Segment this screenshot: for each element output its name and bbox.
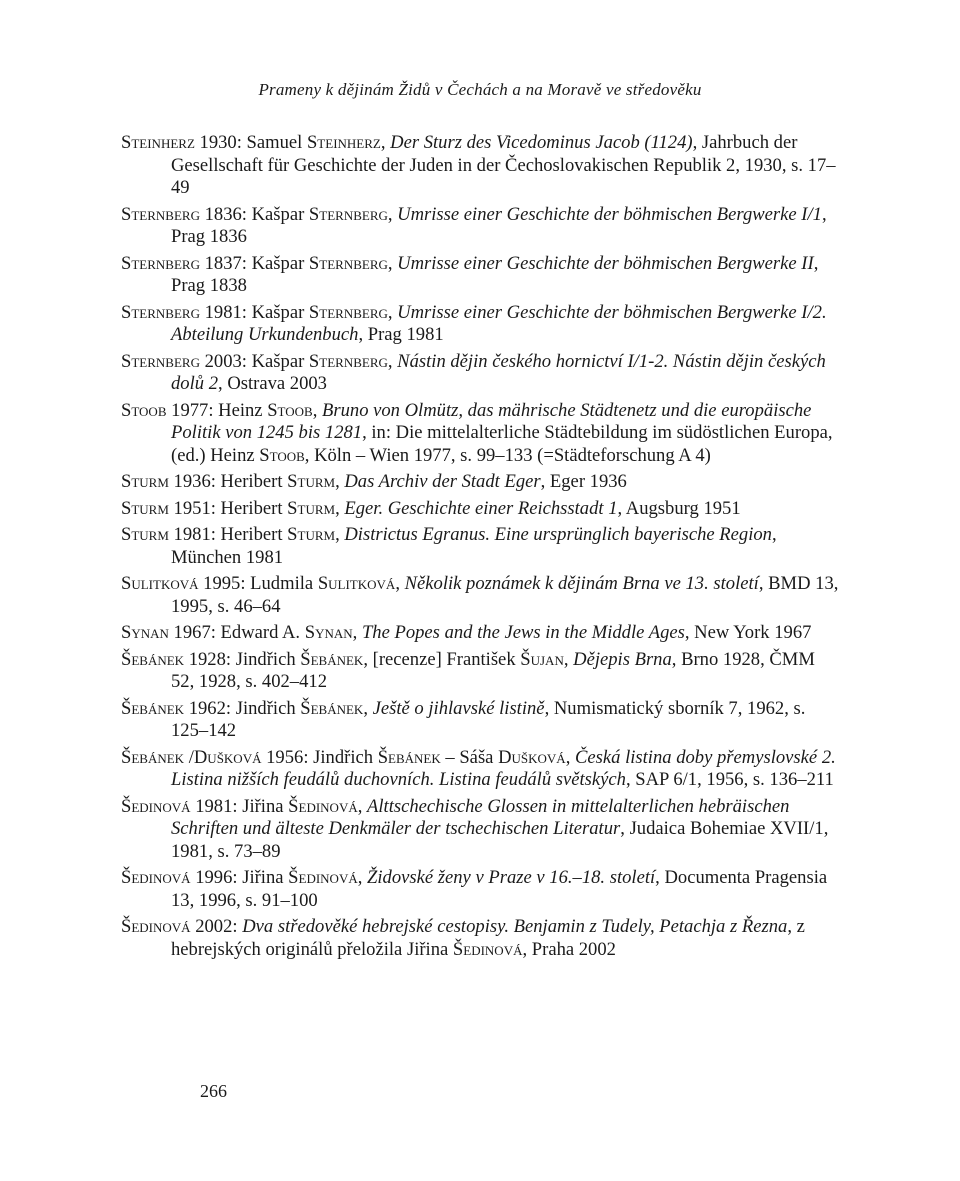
entry-text: 1962: Jindřich (184, 697, 301, 719)
entry-text: , (357, 795, 368, 817)
entry-text: 1967: Edward A. (168, 622, 305, 643)
entry-text: , Judaica Bohemiae XVII/1, 1981, s. 73–89 (171, 818, 829, 862)
author-name: Stoob (121, 399, 167, 421)
bibliography-entry (121, 916, 841, 961)
bibliography-entry (121, 132, 841, 200)
bibliography-entry (121, 698, 841, 743)
author-name: Šebánek (300, 648, 364, 670)
author-name: Šebánek (377, 746, 441, 768)
work-title: Dva středověké hebrejské cestopisy. Benjamin z Tudely, Petachja z Řezna (242, 916, 788, 937)
work-title: Dějepis Brna (573, 648, 672, 670)
work-title: The Popes and the Jews in the Middle Ages (361, 622, 685, 643)
entry-text: 1996: Jiřina (190, 867, 289, 888)
entry-text: , Eger 1936 (540, 471, 627, 492)
entry-text: , (357, 867, 368, 888)
page-number: 266 (200, 1081, 227, 1101)
entry-text: , Jahrbuch der Gesellschaft für Geschichte der Juden in der Čechoslovakischen Republik 2, 1930, s. 17–49 (171, 132, 836, 198)
bibliography-entry (121, 302, 841, 347)
entry-text: 1981: Jiřina (190, 795, 289, 817)
work-title: Několik poznámek k dějinám Brna ve 13. století (404, 573, 759, 594)
entry-text: , SAP 6/1, 1956, s. 136–211 (625, 769, 834, 790)
entry-text: , (335, 524, 345, 545)
entry-text: , (563, 648, 574, 670)
author-name: Stoob (259, 444, 305, 466)
entry-text: 2003: Kašpar (199, 350, 309, 372)
author-name: Šedinová (121, 867, 191, 888)
author-name: Šedinová (288, 795, 358, 817)
entry-text: , (387, 252, 398, 274)
author-name: Sternberg (308, 301, 388, 323)
author-name: Sternberg (121, 252, 200, 274)
author-name: Šedinová (288, 867, 358, 888)
bibliography-entry (121, 747, 841, 792)
work-title: Eger. Geschichte einer Reichsstadt 1 (344, 497, 618, 519)
entry-text: , Prag 1836 (171, 203, 827, 247)
entry-text: , Köln – Wien 1977, s. 99–133 (=Städteforschung A 4) (304, 444, 711, 466)
work-title: Das Archiv der Stadt Eger (344, 471, 541, 492)
entry-text: , z hebrejských originálů přeložila Jiřina (171, 916, 805, 960)
author-name: Sturm (121, 524, 169, 545)
bibliography-entry (121, 649, 841, 694)
entry-text: , [recenze] František (363, 648, 521, 670)
entry-text: , Augsburg 1951 (617, 497, 741, 519)
bibliography-entry (121, 253, 841, 298)
entry-text: , in: Die mittelalterliche Städtebildung im südöstlichen Europa, (ed.) Heinz (171, 422, 833, 466)
bibliography-entry (121, 622, 841, 645)
entry-text: , (565, 746, 575, 768)
entry-text: , (387, 350, 398, 372)
work-title: Alttschechische Glossen in mittelalterlichen hebräischen Schriften und älteste Denkmäler der tschechischen Literatur (171, 795, 790, 839)
entry-text: , (363, 697, 373, 719)
entry-text: , Praha 2002 (522, 938, 616, 960)
work-title: Umrisse einer Geschichte der böhmischen Bergwerke I/2. Abteilung Urkundenbuch (171, 301, 827, 345)
author-name: Steinherz (121, 132, 195, 153)
entry-text: , Documenta Pragensia 13, 1996, s. 91–100 (171, 867, 828, 911)
entry-text: , New York 1967 (684, 622, 812, 643)
entry-text: 1928: Jindřich (184, 648, 301, 670)
author-name: Sturm (121, 471, 169, 492)
entry-text: , Brno 1928, ČMM 52, 1928, s. 402–412 (171, 648, 815, 692)
entry-text: 1936: Heribert (168, 471, 288, 492)
entry-text: , Numismatický sborník 7, 1962, s. 125–142 (171, 697, 806, 741)
author-name: Šedinová (121, 795, 191, 817)
author-name: Sturm (287, 471, 336, 492)
work-title: Bruno von Olmütz, das mährische Städtenetz und die europäische Politik von 1245 bis 1281 (171, 399, 812, 443)
running-header: Prameny k dějinám Židů v Čechách a na Moravě ve středověku (258, 80, 702, 99)
author-name: Sternberg (121, 301, 200, 323)
entry-text: 1951: Heribert (168, 497, 288, 519)
entry-text: , (395, 573, 405, 594)
author-name: Sternberg (308, 252, 388, 274)
entry-text: , (387, 203, 398, 225)
bibliography-entry (121, 524, 841, 569)
author-name: Šedinová (452, 938, 523, 960)
entry-text: , Prag 1838 (171, 252, 819, 296)
entry-text: , München 1981 (171, 524, 777, 568)
author-name: Sulitková (317, 573, 396, 594)
entry-text: , (387, 301, 398, 323)
author-name: Sternberg (121, 350, 200, 372)
author-name: Šujan (520, 648, 564, 670)
work-title: Ještě o jihlavské listině (372, 697, 545, 719)
bibliography-entry (121, 351, 841, 396)
entry-text: 2002: (190, 916, 243, 937)
entry-text: 1930: Samuel (194, 132, 307, 153)
author-name: Steinherz (306, 132, 381, 153)
work-title: Der Sturz des Vicedominus Jacob (1124) (390, 132, 693, 153)
entry-text: 1956: Jindřich (261, 746, 378, 768)
bibliography-entry (121, 796, 841, 864)
work-title: Nástin dějin českého hornictví I/1-2. Nástin dějin českých dolů 2 (171, 350, 826, 394)
author-name: Šebánek (300, 697, 364, 719)
bibliography-entry (121, 498, 841, 521)
entry-text: 1981: Heribert (168, 524, 288, 545)
work-title: Umrisse einer Geschichte der böhmischen Bergwerke II (397, 252, 814, 274)
bibliography-list (121, 132, 841, 965)
author-name: Synan (304, 622, 353, 643)
entry-text: , (312, 399, 322, 421)
author-name: Sturm (287, 497, 336, 519)
bibliography-entry (121, 867, 841, 912)
entry-text: , (335, 497, 345, 519)
entry-text: – Sáša (440, 746, 499, 768)
author-name: Šedinová (121, 916, 191, 937)
entry-text: , Ostrava 2003 (218, 373, 327, 394)
work-title: Umrisse einer Geschichte der böhmischen Bergwerke I/1 (397, 203, 822, 225)
entry-text: , Prag 1981 (358, 324, 444, 345)
entry-text: 1995: Ludmila (198, 573, 318, 594)
author-name: Stoob (267, 399, 313, 421)
entry-text: 1836: Kašpar (199, 203, 309, 225)
author-name: Sulitková (121, 573, 199, 594)
entry-text: , BMD 13, 1995, s. 46–64 (171, 573, 839, 617)
bibliography-entry (121, 204, 841, 249)
bibliography-entry (121, 573, 841, 618)
author-name: Šebánek (121, 697, 185, 719)
author-name: Šebánek (121, 648, 185, 670)
entry-text: 1837: Kašpar (199, 252, 309, 274)
work-title: Districtus Egranus. Eine ursprünglich bayerische Region (344, 524, 772, 545)
author-name: Sturm (121, 497, 169, 519)
work-title: Česká listina doby přemyslovské 2. Listina nižších feudálů duchovních. Listina feudálů světských (171, 746, 836, 790)
entry-text: 1981: Kašpar (199, 301, 309, 323)
bibliography-entry (121, 471, 841, 494)
entry-text: , (380, 132, 391, 153)
author-name: Sternberg (121, 203, 200, 225)
author-name: Sturm (287, 524, 336, 545)
work-title: Židovské ženy v Praze v 16.–18. století (367, 867, 656, 888)
author-name: Dušková (498, 746, 566, 768)
author-name: Sternberg (308, 350, 388, 372)
entry-text: 1977: Heinz (166, 399, 268, 421)
author-name: Synan (121, 622, 169, 643)
author-name: Sternberg (308, 203, 388, 225)
author-name: Šebánek /Dušková (121, 746, 262, 768)
bibliography-entry (121, 400, 841, 468)
entry-text: , (352, 622, 362, 643)
entry-text: , (335, 471, 345, 492)
